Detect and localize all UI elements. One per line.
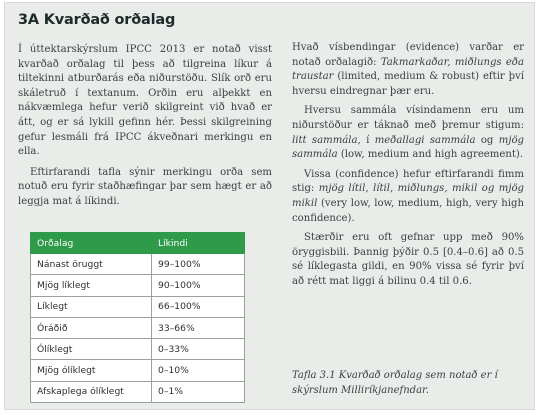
- confidence-terms: mjög lítil, lítil, miðlungs, mikil og mjög mikil: [292, 183, 524, 209]
- term-cell: Nánast öruggt: [31, 254, 152, 275]
- interval-paragraph: Stærðir eru oft gefnar upp með 90% öryggisbili. Þannig þýðir 0.5 [0.4–0.6] að 0.5 sé líklegasta gildi, en 90% vissa sé fyrir því að rétt mat liggi á bilinu 0.4 til 0.6.: [292, 232, 524, 287]
- term-cell: Mjög líklegt: [31, 275, 152, 296]
- evidence-paragraph: [292, 41, 524, 99]
- table-row: [31, 381, 245, 402]
- probability-cell: 99–100%: [152, 254, 245, 275]
- probability-cell: 0–10%: [152, 360, 245, 381]
- table-row: [31, 254, 245, 275]
- right-column: [292, 41, 524, 290]
- table-row: [31, 275, 245, 296]
- left-column: [18, 43, 272, 210]
- agreement-text: Hversu sammála vísindamenn eru um niðurstöður er táknað með þremur stigum:: [292, 105, 524, 131]
- table-row: [31, 296, 245, 317]
- confidence-text-end: (very low, low, medium, high, very high confidence).: [292, 197, 524, 224]
- agreement-text-end: (low, medium and high agreement).: [337, 149, 524, 161]
- term-cell: Afskaplega ólíklegt: [31, 381, 152, 402]
- agreement-term-low: litt sammála: [292, 134, 358, 146]
- info-box: [4, 2, 535, 410]
- header-likindi: Líkindi: [152, 233, 245, 254]
- term-cell: Líklegt: [31, 296, 152, 317]
- probability-cell: 66–100%: [152, 296, 245, 317]
- probability-cell: 0–1%: [152, 381, 245, 402]
- evidence-text-end: (limited, medium & robust) eftir því hversu eindregnar þær eru.: [292, 71, 524, 97]
- table-row: [31, 339, 245, 360]
- likelihood-table: [30, 232, 245, 403]
- agreement-term-high: mjög sammála: [292, 134, 524, 161]
- table-intro-paragraph: Eftirfarandi tafla sýnir merkingu orða sem notuð eru fyrir staðhæfingar þar sem hægt er að leggja mat á líkindi.: [18, 166, 272, 207]
- box-title: 3A Kvarðað orðalag: [18, 12, 176, 28]
- agreement-and: og: [475, 134, 499, 146]
- evidence-text: Hvað vísbendingar (evidence) varðar er notað orðalagið:: [292, 42, 524, 68]
- probability-cell: 0–33%: [152, 339, 245, 360]
- table-caption: Tafla 3.1 Kvarðað orðalag sem notað er í skýrslum Milliríkjanefndar.: [292, 370, 498, 396]
- agreement-term-medium: meðallagi sammála: [374, 134, 476, 146]
- probability-cell: 33–66%: [152, 317, 245, 338]
- agreement-paragraph: [292, 104, 524, 162]
- header-ordalag: Orðalag: [31, 233, 152, 254]
- evidence-terms: Takmarkaðar, miðlungs eða traustar: [292, 56, 524, 83]
- table-row: [31, 317, 245, 338]
- agreement-sep: , í: [357, 134, 375, 146]
- table-row: [31, 360, 245, 381]
- table-header-row: [31, 233, 245, 254]
- probability-cell: 90–100%: [152, 275, 245, 296]
- term-cell: Ólíklegt: [31, 339, 152, 360]
- confidence-text: Vissa (confidence) hefur eftirfarandi fimm stig:: [292, 168, 524, 195]
- term-cell: Óráðið: [31, 317, 152, 338]
- intro-paragraph: Í úttektarskýrslum IPCC 2013 er notað visst kvarðað orðalag til þess að tilgreina líkur á tiltekinni atburðarás eða niðurstöðu. Slík orð eru skáletruð í textanum. Orðin eru alþekkt en nákvæmlega hefur verið skilgreint við hvað er átt, og er sá lykill gefinn hér. Þessi skilgreining gefur lesmáli frá IPCC ákveðnari merkingu en ella.: [18, 44, 272, 158]
- term-cell: Mjög ólíklegt: [31, 360, 152, 381]
- confidence-paragraph: [292, 168, 524, 226]
